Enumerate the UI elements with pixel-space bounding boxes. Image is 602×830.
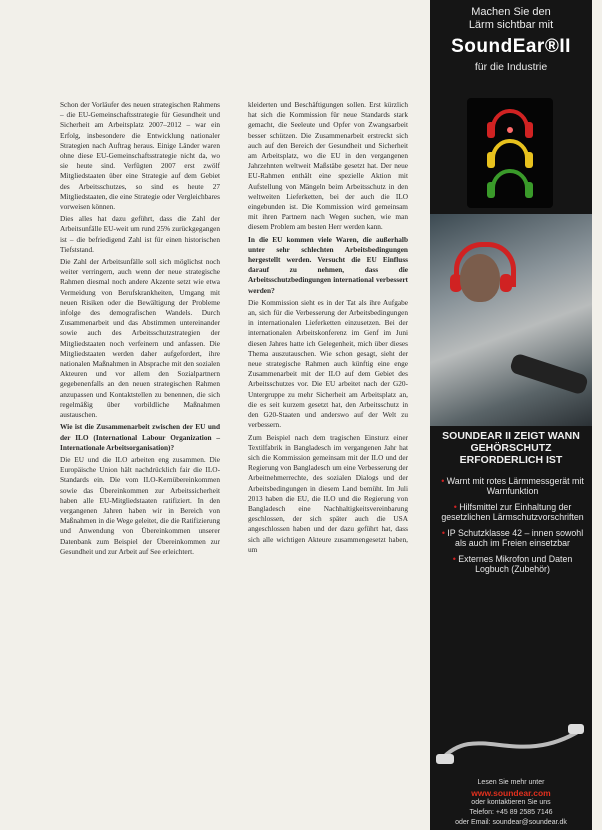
worker-photo xyxy=(430,214,592,426)
ad-footer xyxy=(430,778,592,828)
article-paragraph: Die Kommission sieht es in der Tat als ihre Aufgabe an, sich für die Verbesserung der Arbeitsbedingungen in internationalen Lieferketten einzusetzen. Bei der internationalen Arbeitskonferenz im Genf im Juni diesen Jahres hatte ich Gelegenheit, mich über dieses Thema auszutauschen. Wie schon gesagt, sieht der neue strategische Rahmen auch künftig eine enge Zusammenarbeit mit der ILO auf dem Gebiet des Arbeitsschutzes vor. Die EU arbeitet nach der G20-Untergruppe zu mehr Sicherheit am Arbeitsplatz an, die es seit kurzem gesetzt hat, den Arbeitsschutz in den G20-Staaten und anderswo auf der Welt zu verbessern. xyxy=(248,297,408,430)
ad-feature-text: Hilfsmittel zur Einhaltung der gesetzlichen Lärmschutzvorschriften xyxy=(441,502,584,522)
ad-headline: SOUNDEAR II ZEIGT WANN GEHÖRSCHUTZ ERFORDERLICH IST xyxy=(442,430,580,466)
article-paragraph: Zum Beispiel nach dem tragischen Einsturz einer Textilfabrik in Bangladesch im vergangenen Jahr hat sich die Kommission gemeinsam mit der ILO und der Regierung von Bangladesch um eine Verbesserung der Arbeitnehmerrechte, des sozialen Dialogs und der Arbeitsbedingungen in diesem Land bemüht. Im Juli 2013 haben die EU, die ILO und die Regierung von Bangladesch eine Nachhaltigkeitsvereinbarung geschlossen, der sich später auch die USA angeschlossen haben und der dazu geführt hat, dass sich alle wichtigen Akteure zusammengesetzt haben, um xyxy=(248,432,408,554)
ad-feature-item xyxy=(440,554,585,574)
article-paragraph: kleiderten und Beschäftigungen sollen. Erst kürzlich hat sich die Kommission für neue Standards stark gemacht, die Seeleute und Opfer von Zwangsarbeit besser schützen. Die Zusammenarbeit erstreckt sich auch auf den Bereich der Gesundheit und Sicherheit am Arbeitsplatz, wo die EU in den vergangenen Jahrzehnten weltweit Maßstäbe gesetzt hat. Der neue EU-Rahmen enthält eine spezielle Aktion mit Aufstellung von Mängeln beim Arbeitsschutz in den weltweiten Lieferketten, bei der auch die ILO eingebunden ist. Die Kommission wird gemeinsam mit ihren Partnern nach Wegen suchen, wie man diesem Problem am besten Herr werden kann. xyxy=(248,100,408,232)
ad-phone: Telefon: +45 89 2585 7146 xyxy=(469,809,553,816)
article-subhead: In die EU kommen viele Waren, die außerhalb unter sehr schlechten Arbeitsbedingungen hergestellt werden. Versucht die EU Einfluss darauf zu nehmen, dass die Arbeitsschutzbedingungen international verbessert werden? xyxy=(248,234,408,295)
article-paragraph: Die Zahl der Arbeitsunfälle soll sich möglichst noch weiter verringern, auch wenn der neue strategische Rahmen diesmal noch andere Akzente setzt wie etwa Vermeidung von Berufskrankheiten, Umgang mit neuen Risiken oder die Bewältigung der Probleme infolge des demografischen Wandels. Durch Zusammenarbeit und das Abstimmen untereinander sowie auch des Arbeitsschutzstrategien der Mitgliedstaaten noch verfeinern und anfassen. Die Mitgliedstaaten werden daher aufgefordert, ihre nationalen Maßnahmen in Absprache mit den sozialen Akteuren und vor allem den Sozialpartnern gegebenenfalls an den neuen strategischen Rahmen anzupassen und Kontaktstellen zu benennen, die sich regelmäßig über vorbildliche Maßnahmen austauschen. xyxy=(60,257,220,420)
ad-read-more: Lesen Sie mehr unter xyxy=(477,779,545,786)
ad-feature-item xyxy=(440,528,585,548)
article-paragraph: Dies alles hat dazu geführt, dass die Zahl der Arbeitsunfälle EU-weit um rund 25% zurückgegangen ist – die befriedigend Zahl ist für einen historischen Tiefststand. xyxy=(60,214,220,254)
ad-feature-item xyxy=(440,476,585,496)
ad-feature-text: IP Schutzklasse 42 – innen sowohl als auch im Freien einsetzbar xyxy=(447,528,584,548)
article-subhead: Wie ist die Zusammenarbeit zwischen der EU und der ILO (International Labour Organization – Internationale Arbeitsorganisation)? xyxy=(60,422,220,452)
grinder-icon xyxy=(509,352,589,395)
ad-tagline-1: Machen Sie den xyxy=(471,6,551,18)
article-left-column xyxy=(60,100,220,559)
traffic-light-ears-icon xyxy=(467,98,553,208)
article-paragraph: Schon der Vorläufer des neuen strategischen Rahmens – die EU-Gemeinschaftsstrategie für Gesundheit und Sicherheit am Arbeitsplatz 2007–2012 – war ein Erfolg, insbesondere die Entwicklung nationaler Strategien nach Auftrag heraus. Einige Länder waren ohne diese EU-Gemeinschaftsstrategie nicht da, wo sie heute sind. Verfügten 2007 erst zwölf Mitgliedstaaten über eine Strategie auf dem Gebiet des Arbeitsschutzes, so sind es heute 27 Mitgliedstaaten, die eine Strategie oder Vergleichbares vorweisen können. xyxy=(60,100,220,212)
worker-face xyxy=(460,254,500,302)
article-paragraph: Die EU und die ILO arbeiten eng zusammen. Die Europäische Union hält nachdrücklich fair die ILO-Standards ein. Die vom ILO-Kernübereinkommen sowie das Übereinkommen zur Arbeitssicherheit haben alle EU-Mitgliedstaaten ratifiziert. In den vergangenen Jahren haben wir in Bereich von Maßnahmen in die Wege geleitet, die die Ratifizierung und Anwendung von Übereinkommen unserer Datenbank zum Beispiel der Übereinkommen zur Gesundheit und zur Arbeit auf See erleichtert. xyxy=(60,454,220,556)
bullet-icon: • xyxy=(441,528,448,538)
soundear-device-icon xyxy=(467,98,553,208)
ad-website-link[interactable]: www.soundear.com xyxy=(471,788,551,798)
ad-feature-list xyxy=(440,476,585,580)
article-right-column xyxy=(248,100,408,557)
ad-feature-text: Externes Mikrofon und Daten Logbuch (Zubehör) xyxy=(458,554,573,574)
ad-feature-text: Warnt mit rotes Lärmmessgerät mit Warnfunktion xyxy=(446,476,584,496)
bullet-icon: • xyxy=(441,476,447,486)
soundear-advertisement xyxy=(430,0,592,830)
ad-brand-logo: SoundEar®II xyxy=(451,36,571,57)
bullet-icon: • xyxy=(453,502,460,512)
article xyxy=(60,100,420,800)
bullet-icon: • xyxy=(452,554,459,564)
ear-cup-icon xyxy=(500,274,512,292)
microphone-cable-icon xyxy=(436,710,586,770)
ad-email[interactable]: oder Email: soundear@soundear.dk xyxy=(455,819,567,826)
ad-subtitle: für die Industrie xyxy=(474,61,548,73)
ad-header xyxy=(430,0,592,73)
ad-tagline-2: Lärm sichtbar mit xyxy=(468,19,554,31)
ad-feature-item xyxy=(440,502,585,522)
ad-contact-line: oder kontaktieren Sie uns xyxy=(471,799,551,806)
